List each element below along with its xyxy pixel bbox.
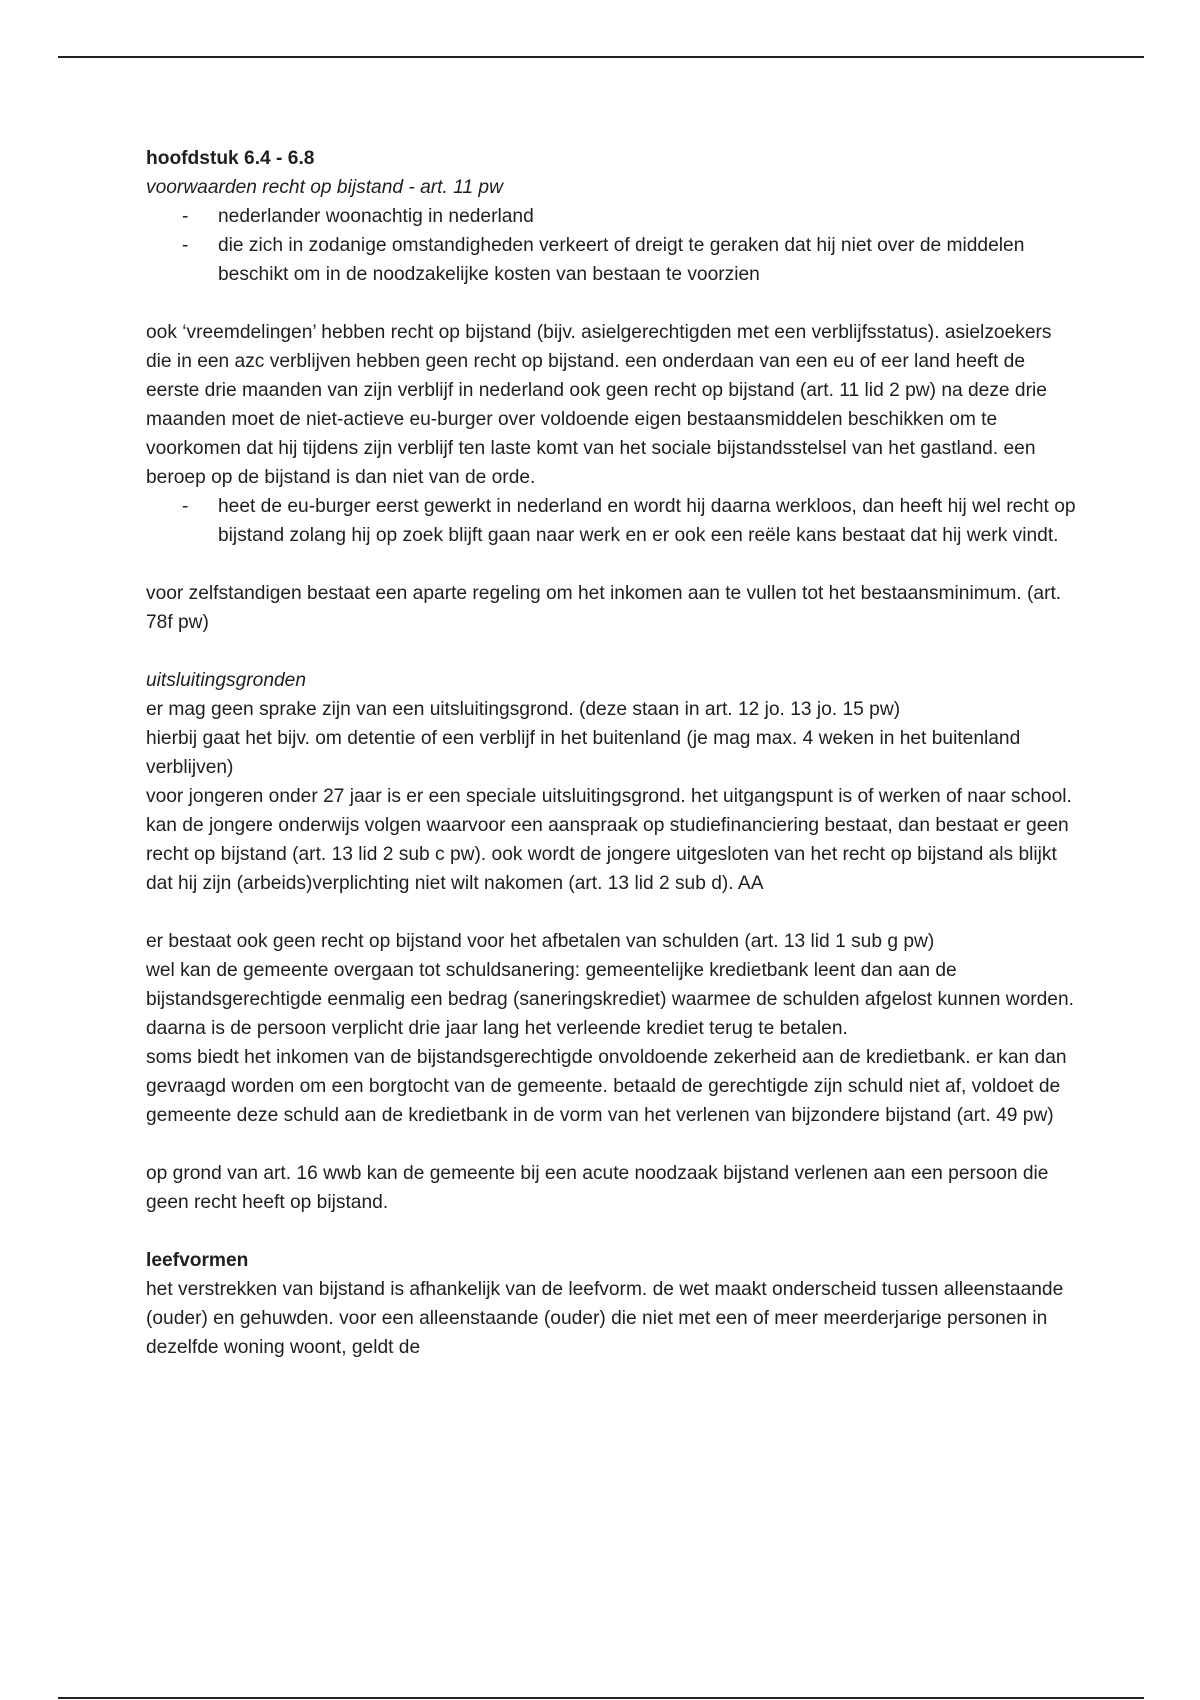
header-rule [58,56,1144,58]
paragraph-detention: hierbij gaat het bijv. om detentie of een verblijf in het buitenland (je mag max. 4 weken in het buitenland verblijven) [146,728,1021,778]
conditions-list [146,202,1076,289]
eu-citizen-list [146,492,1076,550]
chapter-heading: hoofdstuk 6.4 - 6.8 [146,148,315,169]
paragraph-living-forms: het verstrekken van bijstand is afhankelijk van de leefvorm. de wet maakt onderscheid tussen alleenstaande (ouder) en gehuwden. voor een alleenstaande (ouder) die niet met een of meer meerderjarige personen in dezelfde woning woont, geldt de [146,1279,1064,1358]
paragraph-debt-restructuring: wel kan de gemeente overgaan tot schuldsanering: gemeentelijke kredietbank leent dan aan de bijstandsgerechtigde eenmalig een bedrag (saneringskrediet) waarmee de schulden afgelost kunnen worden. daarna is de persoon verplicht drie jaar lang het verleende krediet terug te betalen. [146,960,1074,1039]
section-subtitle-conditions: voorwaarden recht op bijstand - art. 11 pw [146,177,503,198]
paragraph-acute-need: op grond van art. 16 wwb kan de gemeente bij een acute noodzaak bijstand verlenen aan een persoon die geen recht heeft op bijstand. [146,1163,1049,1213]
paragraph-exclusion-ground: er mag geen sprake zijn van een uitsluitingsgrond. (deze staan in art. 12 jo. 13 jo. 15 pw) [146,699,901,720]
paragraph-self-employed: voor zelfstandigen bestaat een aparte regeling om het inkomen aan te vullen tot het bestaansminimum. (art. 78f pw) [146,583,1062,633]
list-item: - die zich in zodanige omstandigheden verkeert of dreigt te geraken dat hij niet over de middelen beschikt om in de noodzakelijke kosten van bestaan te voorzien [146,231,1076,289]
list-item: - heet de eu-burger eerst gewerkt in nederland en wordt hij daarna werkloos, dan heeft hij wel recht op bijstand zolang hij op zoek blijft gaan naar werk en er ook een reële kans bestaat dat hij werk vindt. [146,492,1076,550]
paragraph-guarantee: soms biedt het inkomen van de bijstandsgerechtigde onvoldoende zekerheid aan de kredietbank. er kan dan gevraagd worden om een borgtocht van de gemeente. betaald de gerechtigde zijn schuld niet af, voldoet de gemeente deze schuld aan de kredietbank in de vorm van het verlenen van bijzondere bijstand (art. 49 pw) [146,1047,1067,1126]
document-body [146,144,1076,1362]
list-item: - nederlander woonachtig in nederland [146,202,1076,231]
section-heading-living-forms: leefvormen [146,1250,249,1271]
paragraph-youth: voor jongeren onder 27 jaar is er een speciale uitsluitingsgrond. het uitgangspunt is of werken of naar school. kan de jongere onderwijs volgen waarvoor een aanspraak op studiefinanciering bestaat, dan bestaat er geen recht op bijstand (art. 13 lid 2 sub c pw). ook wordt de jongere uitgesloten van het recht op bijstand als blijkt dat hij zijn (arbeids)verplichting niet wilt nakomen (art. 13 lid 2 sub d). AA [146,786,1072,894]
paragraph-debts: er bestaat ook geen recht op bijstand voor het afbetalen van schulden (art. 13 lid 1 sub g pw) [146,931,935,952]
footer-rule [58,1697,1144,1699]
section-subtitle-exclusions: uitsluitingsgronden [146,670,307,691]
paragraph-foreigners: ook ‘vreemdelingen’ hebben recht op bijstand (bijv. asielgerechtigden met een verblijfsstatus). asielzoekers die in een azc verblijven hebben geen recht op bijstand. een onderdaan van een eu of eer land heeft de eerste drie maanden van zijn verblijf in nederland ook geen recht op bijstand (art. 11 lid 2 pw) na deze drie maanden moet de niet-actieve eu-burger over voldoende eigen bestaansmiddelen beschikken om te voorkomen dat hij tijdens zijn verblijf ten laste komt van het sociale bijstandsstelsel van het gastland. een beroep op de bijstand is dan niet van de orde. [146,322,1052,488]
